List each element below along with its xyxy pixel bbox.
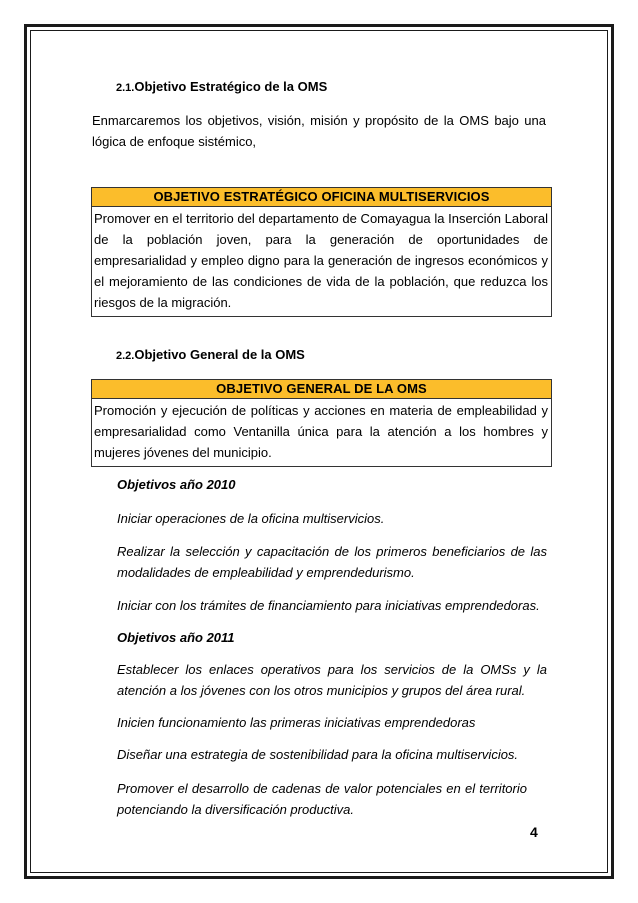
section-2-1-intro: Enmarcaremos los objetivos, visión, misión y propósito de la OMS bajo una lógica de enfoque sistémico, <box>92 113 546 149</box>
objective-2010-item: Iniciar con los trámites de financiamiento para iniciativas emprendedoras. <box>117 598 540 613</box>
objective-2010-item: Realizar la selección y capacitación de los primeros beneficiarios de las modalidades de empleabilidad y emprendedurismo. <box>117 544 547 580</box>
general-objective-title: OBJETIVO GENERAL DE LA OMS <box>92 380 551 399</box>
objective-2011-item: Diseñar una estrategia de sostenibilidad para la oficina multiservicios. <box>117 747 519 762</box>
section-2-1-heading <box>116 79 327 94</box>
strategic-objective-box <box>91 187 552 317</box>
page-number: 4 <box>530 824 538 840</box>
general-objective-body: Promoción y ejecución de políticas y acciones en materia de empleabilidad y empresarialidad como Ventanilla única para la atención a los hombres y mujeres jóvenes del municipio. <box>94 403 548 460</box>
section-2-1-title: Objetivo Estratégico de la OMS <box>134 79 328 94</box>
section-2-2-heading <box>116 347 305 362</box>
section-2-2-title: Objetivo General de la OMS <box>134 347 305 362</box>
objectives-2011-heading: Objetivos año 2011 <box>117 630 235 645</box>
general-objective-box <box>91 379 552 467</box>
objective-2011-item: Establecer los enlaces operativos para los servicios de la OMSs y la atención a los jóvenes con los otros municipios y grupos del área rural. <box>117 662 547 698</box>
objective-2010-item: Iniciar operaciones de la oficina multiservicios. <box>117 511 385 526</box>
objective-2011-item: Promover el desarrollo de cadenas de valor potenciales en el territorio potenciando la diversificación productiva. <box>117 781 527 817</box>
strategic-objective-body: Promover en el territorio del departamento de Comayagua la Inserción Laboral de la población joven, para la generación de oportunidades de empresarialidad y empleo digno para la generación de ingresos económicos y el mejoramiento de las condiciones de vida de la población, que reduzca los riesgos de la migración. <box>94 211 548 310</box>
objectives-2010-heading: Objetivos año 2010 <box>117 477 236 492</box>
section-2-1-number: 2.1. <box>116 82 135 94</box>
section-2-2-number: 2.2. <box>116 350 135 362</box>
objective-2011-item: Inicien funcionamiento las primeras iniciativas emprendedoras <box>117 715 476 730</box>
strategic-objective-title: OBJETIVO ESTRATÉGICO OFICINA MULTISERVICIOS <box>92 188 551 207</box>
